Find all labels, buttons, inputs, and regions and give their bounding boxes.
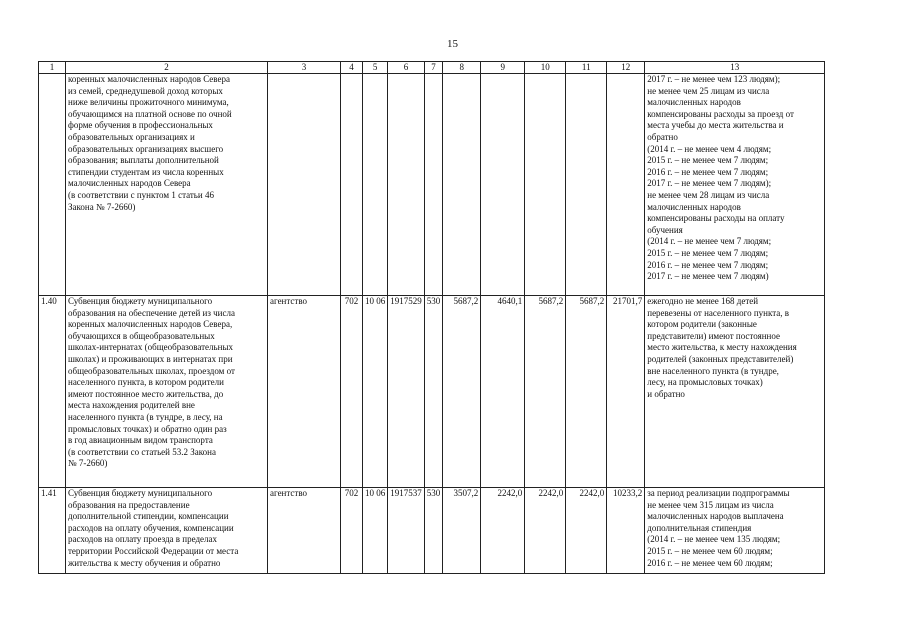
column-header: 4 (341, 62, 363, 74)
cell-c6: 1917529 (388, 296, 425, 488)
table-header-row (39, 62, 825, 74)
cell-c9: 4640,1 (481, 296, 525, 488)
cell-c8: 3507,2 (443, 488, 481, 574)
cell-c11: 5687,2 (566, 296, 607, 488)
table-row (39, 296, 825, 488)
table-row (39, 74, 825, 296)
column-header: 6 (388, 62, 425, 74)
cell-c8 (443, 74, 481, 296)
cell-c11: 2242,0 (566, 488, 607, 574)
row-result: за период реализации подпрограммы не менее чем 315 лицам из числа малочисленных народов выплачена дополнительная стипендия (2014 г. – не менее чем 135 людям; 2015 г. – не менее чем 60 людям; 2016 г. – не менее чем 60 людям; (645, 488, 825, 574)
cell-c4: 702 (341, 488, 363, 574)
row-number: 1.41 (39, 488, 66, 574)
cell-c7 (424, 74, 443, 296)
column-header: 1 (39, 62, 66, 74)
row-description: Субвенция бюджету муниципального образования на предоставление дополнительной стипендии, компенсации расходов на оплату обучения, компенсации расходов на оплату проезда в пределах территории Российской Федерации от места жительства к месту обучения и обратно (66, 488, 268, 574)
cell-c6 (388, 74, 425, 296)
column-header: 12 (607, 62, 645, 74)
column-header: 7 (424, 62, 443, 74)
cell-c10 (525, 74, 566, 296)
row-number: 1.40 (39, 296, 66, 488)
row-number (39, 74, 66, 296)
cell-c12 (607, 74, 645, 296)
cell-c7: 530 (424, 488, 443, 574)
cell-c8: 5687,2 (443, 296, 481, 488)
column-header: 8 (443, 62, 481, 74)
cell-c10: 2242,0 (525, 488, 566, 574)
cell-c12: 21701,7 (607, 296, 645, 488)
cell-c10: 5687,2 (525, 296, 566, 488)
row-description: коренных малочисленных народов Севера из семей, среднедушевой доход которых ниже величины прожиточного минимума, обучающимся на платной основе по очной форме обучения в профессиональных образовательных организациях и образовательных организациях высшего образования; выплаты дополнительной стипендии студентам из числа коренных малочисленных народов Севера (в соответствии с пунктом 1 статьи 46 Закона № 7-2660) (66, 74, 268, 296)
column-header: 3 (268, 62, 341, 74)
page-number: 15 (447, 38, 458, 50)
cell-c12: 10233,2 (607, 488, 645, 574)
table-row (39, 488, 825, 574)
column-header: 5 (363, 62, 388, 74)
row-result: ежегодно не менее 168 детей перевезены от населенного пункта, в котором родители (законные представители) имеют постоянное место жительства, к месту нахождения родителей (законных представителей) вне населенного пункта (в тундре, лесу, на промысловых точках) и обратно (645, 296, 825, 488)
row-executor (268, 74, 341, 296)
row-executor: агентство (268, 296, 341, 488)
column-header: 2 (66, 62, 268, 74)
cell-c11 (566, 74, 607, 296)
cell-c4: 702 (341, 296, 363, 488)
cell-c5 (363, 74, 388, 296)
cell-c7: 530 (424, 296, 443, 488)
cell-c9 (481, 74, 525, 296)
cell-c4 (341, 74, 363, 296)
cell-c6: 1917537 (388, 488, 425, 574)
cell-c5: 10 06 (363, 296, 388, 488)
cell-c9: 2242,0 (481, 488, 525, 574)
column-header: 9 (481, 62, 525, 74)
cell-c5: 10 06 (363, 488, 388, 574)
row-description: Субвенция бюджету муниципального образования на обеспечение детей из числа коренных малочисленных народов Севера, обучающихся в общеобразовательных школах-интернатах (общеобразовательных школах) и проживающих в интернатах при общеобразовательных школах, проездом от населенного пункта, в котором родители имеют постоянное место жительства, до места нахождения родителей вне населенного пункта (в тундре, в лесу, на промысловых точках) и обратно один раз в год авиационным видом транспорта (в соответствии со статьей 53.2 Закона № 7-2660) (66, 296, 268, 488)
row-executor: агентство (268, 488, 341, 574)
column-header: 10 (525, 62, 566, 74)
column-header: 13 (645, 62, 825, 74)
row-result: 2017 г. – не менее чем 123 людям); не менее чем 25 лицам из числа малочисленных народов компенсированы расходы за проезд от места учебы до места жительства и обратно (2014 г. – не менее чем 4 людям; 2015 г. – не менее чем 7 людям; 2016 г. – не менее чем 7 людям; 2017 г. – не менее чем 7 людям); не менее чем 28 лицам из числа малочисленных народов компенсированы расходы на оплату обучения (2014 г. – не менее чем 7 людям; 2015 г. – не менее чем 7 людям; 2016 г. – не менее чем 7 людям; 2017 г. – не менее чем 7 людям) (645, 74, 825, 296)
column-header: 11 (566, 62, 607, 74)
budget-table (38, 61, 825, 574)
